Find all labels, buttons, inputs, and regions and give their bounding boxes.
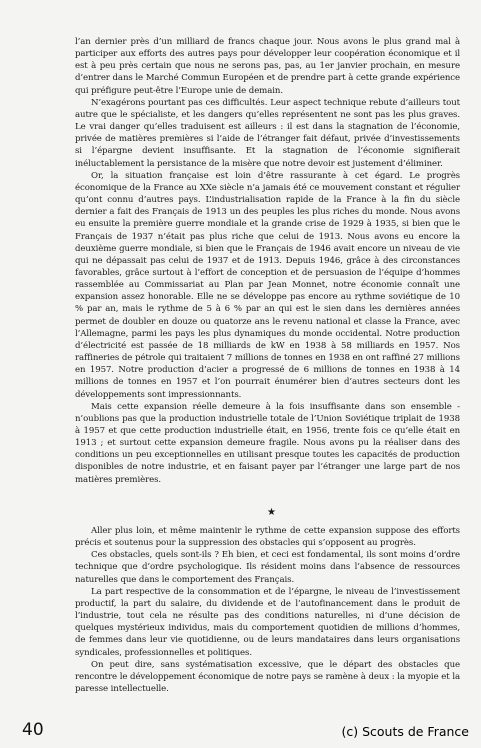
page-number: 40 <box>22 720 44 740</box>
section-separator <box>0 508 481 518</box>
paragraph: N’exagérons pourtant pas ces difficultés. Leur aspect technique rebute d’ailleurs tout autre que le spécialiste, et les dangers qu’elles représentent ne sont pas les plus graves. Le vrai danger qu’elles traduisent est ailleurs : il est dans la stagnation de l’économie, privée de matières premières si l’aide de l’étranger fait défaut, privée d’investissements si l’épargne devient insuffisante. Et la stagnation de l’économie signifierait inéluctablement la persistance de la misère que notre devoir est justement d’éliminer. <box>75 97 460 169</box>
paragraph: Mais cette expansion réelle demeure à la fois insuffisante dans son ensemble - n’oublions pas que la production industrielle totale de l’Union Soviétique triplait de 1938 à 1957 et que cette production industrielle était, en 1956, trente fois ce qu’elle était en 1913 ; et surtout cette expansion demeure fragile. Nous avons pu la réaliser dans des conditions un peu exceptionnelles en utilisant presque toutes les capacités de production disponibles de notre industrie, et en faisant payer par l’étranger une large part de nos matières premières. <box>75 401 460 485</box>
paragraph: On peut dire, sans systématisation excessive, que le départ des obstacles que rencontre le développement économique de notre pays se ramène à deux : la myopie et la paresse intellectuelle. <box>75 659 460 695</box>
copyright-watermark: (c) Scouts de France <box>341 724 469 739</box>
body-text-top <box>75 36 460 486</box>
paragraph: La part respective de la consommation et de l’épargne, le niveau de l’investissement productif, la part du salaire, du dividende et de l’autofinancement dans le produit de l’industrie, tout cela ne résulte pas des conditions naturelles, ni d’une décision de quelques mystérieux individus, mais du comportement quotidien de millions d’hommes, de femmes dans leur vie quotidienne, ou de leurs mandataires dans leurs organisations syndicales, professionnelles et politiques. <box>75 586 460 658</box>
paragraph: l’an dernier près d’un milliard de francs chaque jour. Nous avons le plus grand mal à participer aux efforts des autres pays pour développer leur coopération économique et il est à peu près certain que nous ne serons pas, pas, au 1er janvier prochain, en mesure d’entrer dans le Marché Commun Européen et de prendre part à cette grande expérience qui préfigure peut-être l’Europe unie de demain. <box>75 37 460 96</box>
paragraph: Ces obstacles, quels sont-ils ? Eh bien, et ceci est fondamental, ils sont moins d’ordre technique que d’ordre psychologique. Ils résident moins dans l’absence de ressources naturelles que dans le comportement des Français. <box>75 550 460 585</box>
separator-star: ★ <box>267 507 276 518</box>
paragraph: Or, la situation française est loin d’être rassurante à cet égard. Le progrès économique de la France au XXe siècle n’a jamais été ce mouvement constant et régulier qu’ont connu d’autres pays. L’industrialisation rapide de la France à la fin du siècle dernier a fait des Français de 1913 un des peuples les plus riches du monde. Nous avons eu ensuite la première guerre mondiale et la grande crise de 1929 à 1935, si bien que le Français de 1937 n’était pas plus riche que celui de 1913. Nous avons eu encore la deuxième guerre mondiale, si bien que le Français de 1946 avait encore un niveau de vie qui ne dépassait pas celui de 1937 et de 1913. Depuis 1946, grâce à des circonstances favorables, grâce surtout à l’effort de conception et de persuasion de l’équipe d’hommes rassemblée au Commissariat au Plan par Jean Monnet, notre économie connaît une expansion assez honorable. Elle ne se développe pas encore au rythme soviétique de 10 % par an, mais le rythme de 5 à 6 % par an qui est le sien dans les dernières années permet de doubler en douze ou quatorze ans le revenu national et classe la France, avec l’Allemagne, parmi les pays les plus dynamiques du monde occidental. Notre production d’électricité est passée de 18 milliards de kW en 1938 à 58 milliards en 1957. Nos raffineries de pétrole qui traitaient 7 millions de tonnes en 1938 en ont raffiné 27 millions en 1957. Notre production d’acier a progressé de 6 millions de tonnes en 1938 à 14 millions de tonnes en 1957 et l’on pourrait énumérer bien d’autres secteurs dont les développements sont impressionnants. <box>75 170 460 400</box>
body-text-bottom <box>75 525 460 695</box>
paragraph: Aller plus loin, et même maintenir le rythme de cette expansion suppose des efforts précis et soutenus pour la suppression des obstacles qui s’opposent au progrès. <box>75 526 460 549</box>
